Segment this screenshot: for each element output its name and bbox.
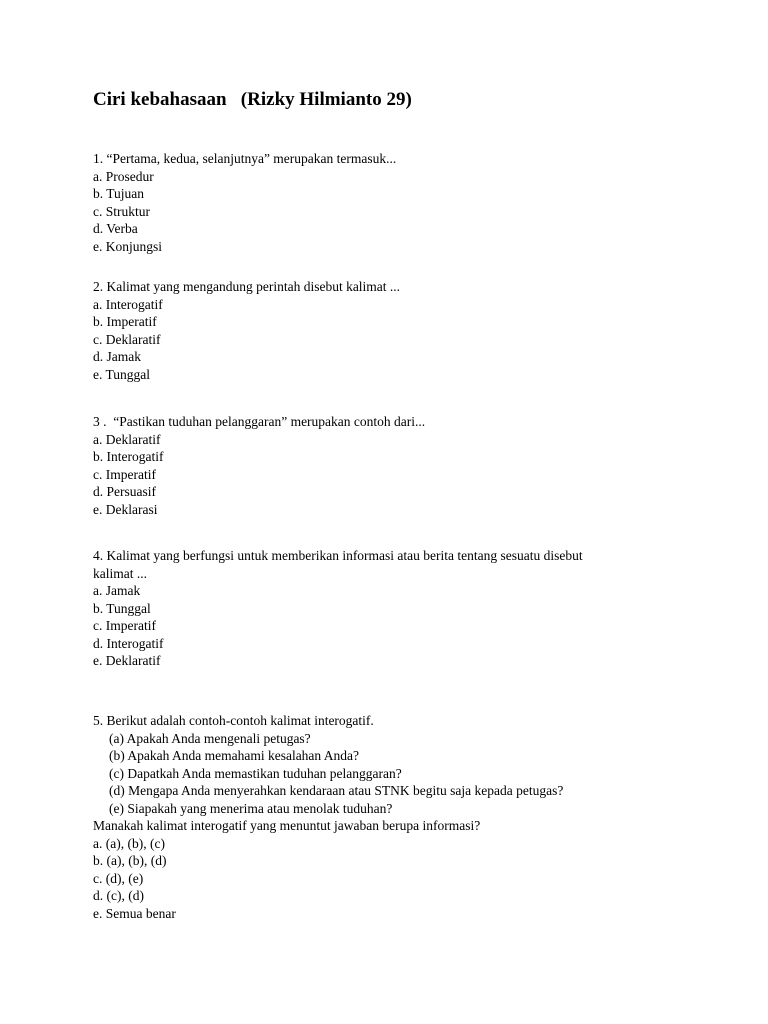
- question-3-option-d: d. Persuasif: [93, 484, 156, 499]
- question-5-example-d: (d) Mengapa Anda menyerahkan kendaraan atau STNK begitu saja kepada petugas?: [109, 783, 564, 798]
- question-5-text: 5. Berikut adalah contoh-contoh kalimat interogatif.: [93, 713, 374, 728]
- question-5-option-e: e. Semua benar: [93, 905, 176, 921]
- question-4-option-e: e. Deklaratif: [93, 653, 161, 668]
- question-1-option-a: a. Prosedur: [93, 168, 154, 184]
- question-4-option-b: b. Tunggal: [93, 600, 151, 616]
- question-2-option-e: e. Tunggal: [93, 366, 151, 382]
- question-1-text: 1. “Pertama, kedua, selanjutnya” merupakan termasuk...: [93, 151, 397, 166]
- document-title: Ciri kebahasaan (Rizky Hilmianto 29): [93, 89, 412, 110]
- question-2: [93, 278, 693, 383]
- question-2-option-d: d. Jamak: [93, 349, 141, 364]
- question-3-option-a: a. Deklaratif: [93, 431, 161, 447]
- question-2-option-b: b. Imperatif: [93, 314, 157, 329]
- question-5-example-e: (e) Siapakah yang menerima atau menolak tuduhan?: [109, 800, 393, 816]
- question-2-option-c: c. Deklaratif: [93, 331, 161, 347]
- question-5-example-b: (b) Apakah Anda memahami kesalahan Anda?: [109, 748, 360, 763]
- question-2-option-a: a. Interogatif: [93, 296, 163, 312]
- question-1-option-b: b. Tujuan: [93, 186, 145, 201]
- question-3-option-b: b. Interogatif: [93, 449, 164, 464]
- question-1: [93, 150, 693, 255]
- question-5-example-a: (a) Apakah Anda mengenali petugas?: [109, 730, 311, 746]
- question-1-option-e: e. Konjungsi: [93, 238, 162, 254]
- question-4-option-d: d. Interogatif: [93, 635, 164, 651]
- question-1-option-d: d. Verba: [93, 221, 138, 236]
- question-4: [93, 547, 693, 670]
- question-5: [93, 712, 693, 922]
- question-5-option-a: a. (a), (b), (c): [93, 835, 165, 851]
- question-3: [93, 413, 693, 518]
- question-5-question: Manakah kalimat interogatif yang menuntut jawaban berupa informasi?: [93, 818, 481, 833]
- question-4-option-a: a. Jamak: [93, 583, 141, 598]
- question-3-option-c: c. Imperatif: [93, 466, 156, 482]
- question-5-option-c: c. (d), (e): [93, 870, 144, 886]
- question-3-option-e: e. Deklarasi: [93, 501, 158, 517]
- question-1-option-c: c. Struktur: [93, 203, 150, 219]
- question-5-option-b: b. (a), (b), (d): [93, 853, 167, 868]
- question-4-option-c: c. Imperatif: [93, 618, 156, 633]
- question-4-text-line1: 4. Kalimat yang berfungsi untuk memberikan informasi atau berita tentang sesuatu disebut: [93, 548, 583, 563]
- question-3-text: 3 . “Pastikan tuduhan pelanggaran” merupakan contoh dari...: [93, 414, 426, 429]
- question-5-option-d: d. (c), (d): [93, 888, 144, 903]
- question-4-text-line2: kalimat ...: [93, 565, 147, 581]
- question-2-text: 2. Kalimat yang mengandung perintah disebut kalimat ...: [93, 279, 401, 294]
- question-5-example-c: (c) Dapatkah Anda memastikan tuduhan pelanggaran?: [109, 765, 402, 781]
